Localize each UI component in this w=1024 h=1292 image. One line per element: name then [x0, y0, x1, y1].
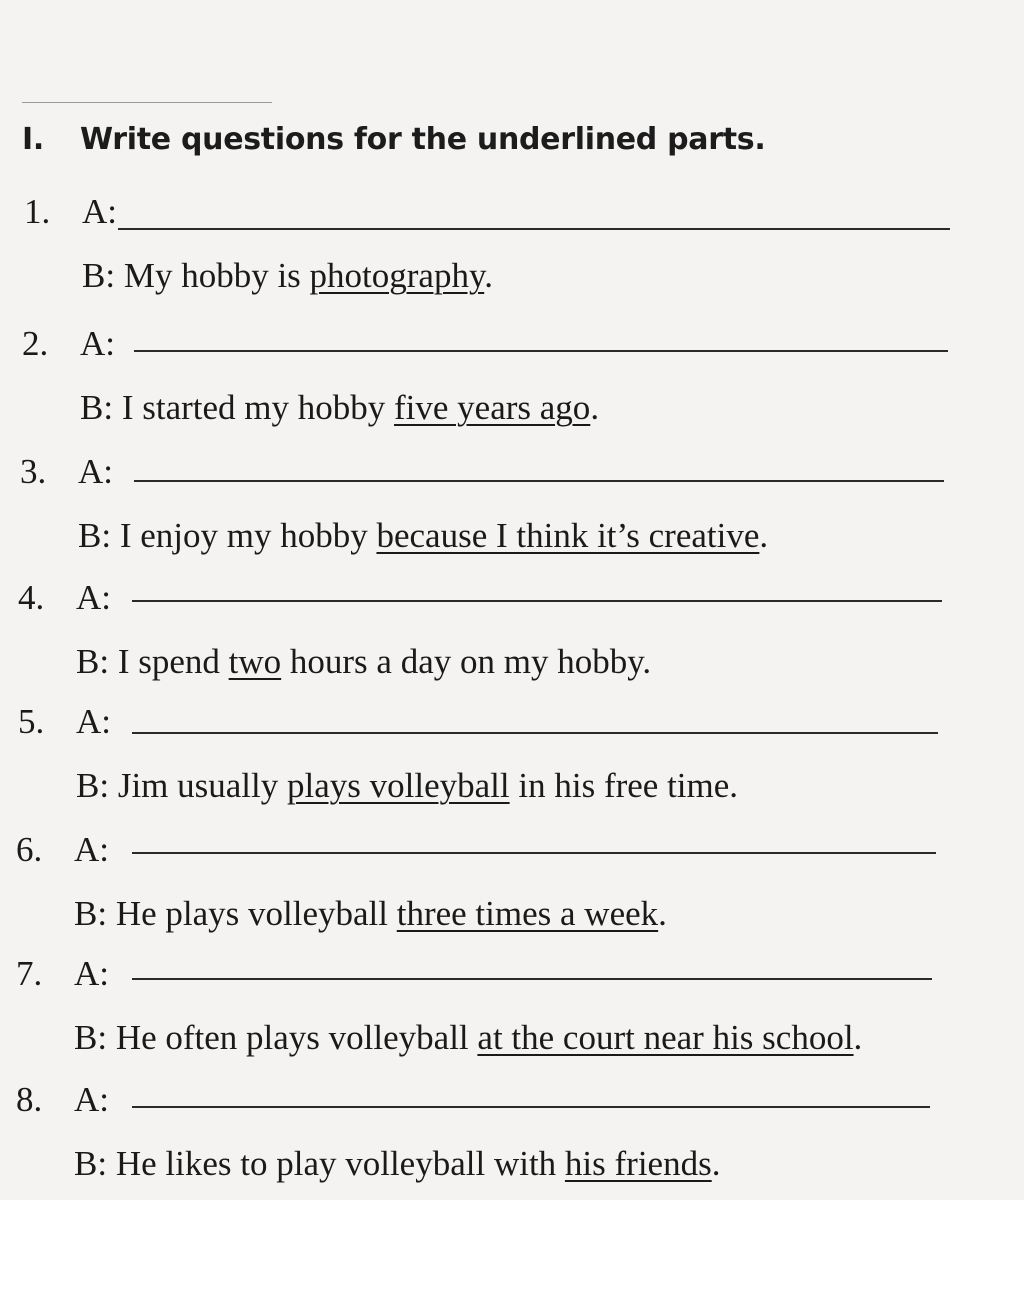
- question-row: [0, 1080, 1024, 1124]
- answer-blank[interactable]: [134, 480, 944, 482]
- question-row: [0, 324, 1024, 368]
- b-text-end: .: [711, 1144, 721, 1183]
- a-label: A:: [82, 192, 117, 231]
- answer-blank[interactable]: [132, 852, 936, 854]
- answer-row: [74, 1018, 862, 1058]
- exercise-item-4: [0, 578, 1024, 708]
- exercise-item-6: [0, 830, 1024, 960]
- underlined-part: at the court near his school: [477, 1018, 854, 1057]
- b-text-end: in his free time.: [518, 766, 739, 805]
- answer-row: [78, 516, 768, 556]
- b-text-end: .: [590, 388, 600, 427]
- item-number: 2.: [22, 324, 49, 363]
- b-label: B:: [80, 388, 114, 427]
- b-text: My hobby is: [123, 256, 301, 295]
- a-label: A:: [74, 954, 109, 993]
- b-text-end: .: [658, 894, 667, 933]
- b-text-end: .: [759, 516, 769, 555]
- question-row: [0, 192, 1024, 236]
- underlined-part: three times a week: [396, 894, 659, 933]
- section-number: I.: [22, 122, 44, 157]
- item-number: 1.: [24, 192, 51, 231]
- exercise-item-1: [0, 192, 1024, 322]
- underlined-part: photography: [309, 256, 485, 295]
- b-text: I started my hobby: [121, 388, 386, 427]
- b-text-end: .: [484, 256, 493, 295]
- b-label: B:: [76, 642, 110, 681]
- b-text: He often plays volleyball: [115, 1018, 469, 1057]
- b-text: Jim usually: [117, 766, 279, 805]
- section-heading: [22, 122, 765, 157]
- answer-row: [82, 256, 493, 296]
- a-label: A:: [76, 702, 111, 741]
- answer-row: [76, 766, 738, 806]
- question-row: [0, 452, 1024, 496]
- question-row: [0, 578, 1024, 622]
- question-row: [0, 954, 1024, 998]
- item-number: 3.: [20, 452, 47, 491]
- answer-blank[interactable]: [132, 732, 938, 734]
- answer-blank[interactable]: [132, 600, 942, 602]
- item-number: 7.: [16, 954, 43, 993]
- b-text-end: .: [853, 1018, 863, 1057]
- underlined-part: because I think it’s creative: [376, 516, 760, 555]
- top-divider: [22, 102, 272, 103]
- answer-row: [74, 894, 667, 934]
- underlined-part: plays volleyball: [287, 766, 510, 805]
- answer-blank[interactable]: [134, 350, 948, 352]
- answer-blank[interactable]: [118, 228, 950, 230]
- b-text-end: hours a day on my hobby.: [289, 642, 652, 681]
- answer-row: [80, 388, 599, 428]
- a-label: A:: [76, 578, 111, 617]
- b-label: B:: [78, 516, 112, 555]
- underlined-part: his friends: [564, 1144, 712, 1183]
- underlined-part: two: [228, 642, 282, 681]
- b-label: B:: [76, 766, 110, 805]
- answer-blank[interactable]: [132, 978, 932, 980]
- item-number: 4.: [18, 578, 45, 617]
- b-label: B:: [74, 1018, 108, 1057]
- answer-blank[interactable]: [132, 1106, 930, 1108]
- a-label: A:: [74, 1080, 109, 1119]
- exercise-item-5: [0, 702, 1024, 832]
- b-label: B:: [74, 1144, 108, 1183]
- underlined-part: five years ago: [394, 388, 591, 427]
- exercise-item-2: [0, 324, 1024, 454]
- item-number: 6.: [16, 830, 43, 869]
- item-number: 8.: [16, 1080, 43, 1119]
- item-number: 5.: [18, 702, 45, 741]
- b-label: B:: [74, 894, 108, 933]
- exercise-item-8: [0, 1080, 1024, 1210]
- a-label: A:: [74, 830, 109, 869]
- b-text: I spend: [117, 642, 220, 681]
- a-label: A:: [80, 324, 115, 363]
- b-text: I enjoy my hobby: [119, 516, 368, 555]
- b-label: B:: [82, 256, 116, 295]
- exercise-item-7: [0, 954, 1024, 1084]
- answer-row: [74, 1144, 720, 1184]
- b-text: He plays volleyball: [115, 894, 388, 933]
- b-text: He likes to play volleyball with: [115, 1144, 557, 1183]
- exercise-item-3: [0, 452, 1024, 582]
- question-row: [0, 702, 1024, 746]
- answer-row: [76, 642, 651, 682]
- section-title: Write questions for the underlined parts.: [80, 122, 766, 157]
- question-row: [0, 830, 1024, 874]
- a-label: A:: [78, 452, 113, 491]
